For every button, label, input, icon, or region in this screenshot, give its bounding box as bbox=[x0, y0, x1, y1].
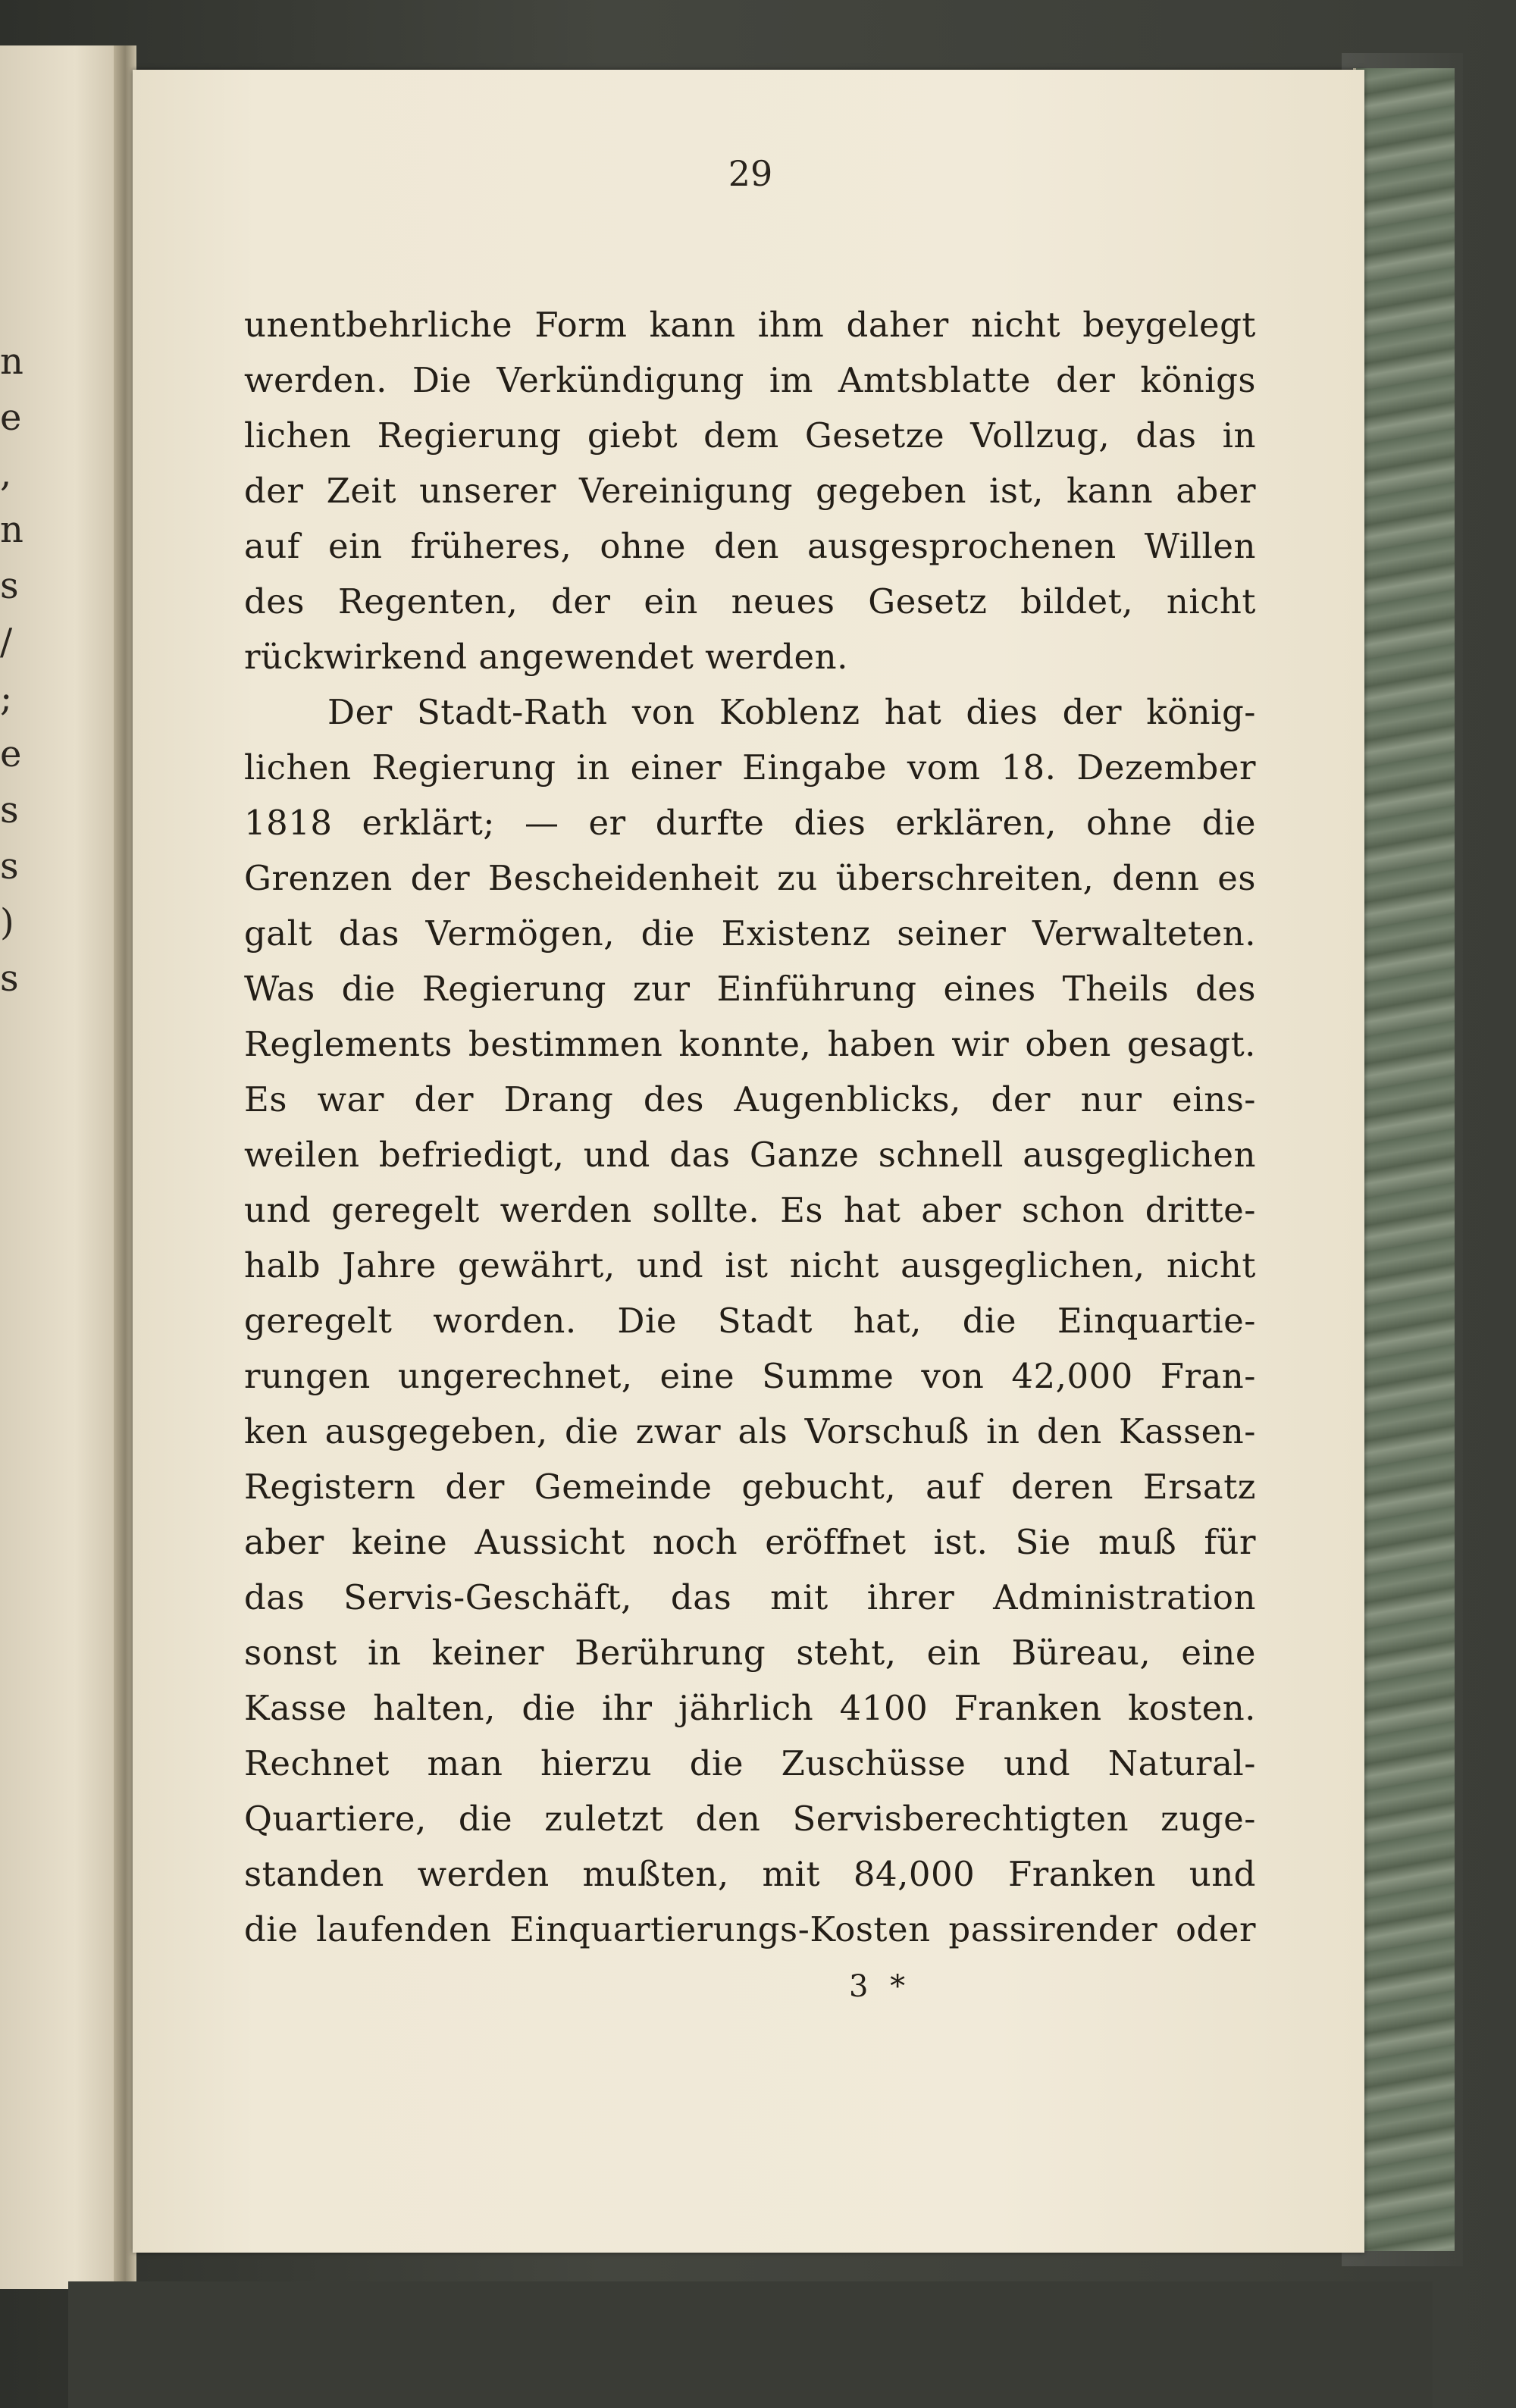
text-line: geregelt worden. Die Stadt hat, die Einquartie- bbox=[244, 1301, 1256, 1341]
scan-bottom-background bbox=[68, 2281, 1433, 2408]
text-line: weilen befriedigt, und das Ganze schnell ausgeglichen bbox=[244, 1135, 1256, 1175]
text-line: Reglements bestimmen konnte, haben wir oben gesagt. bbox=[244, 1024, 1256, 1064]
text-line: ken ausgegeben, die zwar als Vorschuß in den Kassen- bbox=[244, 1411, 1256, 1451]
fragment: ) bbox=[0, 901, 14, 944]
fragment: s bbox=[0, 565, 19, 607]
text-line: Der Stadt-Rath von Koblenz hat dies der könig- bbox=[327, 692, 1256, 732]
text-line: Was die Regierung zur Einführung eines Theils des bbox=[244, 969, 1256, 1009]
text-line: Rechnet man hierzu die Zuschüsse und Natural- bbox=[244, 1743, 1256, 1783]
text-line: rückwirkend angewendet werden. bbox=[244, 637, 848, 677]
text-line: Es war der Drang des Augenblicks, der nur eins- bbox=[244, 1079, 1256, 1119]
text-line: 1818 erklärt; — er durfte dies erklären, ohne die bbox=[244, 803, 1256, 843]
text-line: das Servis-Geschäft, das mit ihrer Administration bbox=[244, 1577, 1256, 1617]
page-number: 29 bbox=[728, 153, 773, 194]
text-line: lichen Regierung in einer Eingabe vom 18. Dezember bbox=[244, 747, 1256, 788]
facing-page bbox=[0, 45, 125, 2289]
text-line: des Regenten, der ein neues Gesetz bildet, nicht bbox=[244, 581, 1256, 622]
text-line: lichen Regierung giebt dem Gesetze Vollzug, das in bbox=[244, 415, 1256, 456]
signature-mark: 3 * bbox=[849, 1969, 912, 2004]
text-line: Kasse halten, die ihr jährlich 4100 Franken kosten. bbox=[244, 1688, 1256, 1728]
fragment: s bbox=[0, 789, 19, 831]
book-cover-edge bbox=[1353, 68, 1455, 2251]
text-line: standen werden mußten, mit 84,000 Franken und bbox=[244, 1854, 1256, 1894]
text-line: und geregelt werden sollte. Es hat aber schon dritte- bbox=[244, 1190, 1256, 1230]
text-line: werden. Die Verkündigung im Amtsblatte der königs bbox=[244, 360, 1256, 400]
text-line: der Zeit unserer Vereinigung gegeben ist, kann aber bbox=[244, 471, 1256, 511]
text-line: halb Jahre gewährt, und ist nicht ausgeglichen, nicht bbox=[244, 1245, 1256, 1285]
text-line: rungen ungerechnet, eine Summe von 42,000 Fran- bbox=[244, 1356, 1256, 1396]
text-line: Registern der Gemeinde gebucht, auf deren Ersatz bbox=[244, 1467, 1256, 1507]
text-line: galt das Vermögen, die Existenz seiner Verwalteten. bbox=[244, 913, 1256, 953]
fragment: / bbox=[0, 621, 13, 663]
fragment: s bbox=[0, 845, 19, 888]
text-line: Grenzen der Bescheidenheit zu überschreiten, denn es bbox=[244, 858, 1256, 898]
fragment: , bbox=[0, 452, 12, 495]
fragment: e bbox=[0, 396, 22, 439]
text-line: die laufenden Einquartierungs-Kosten passirender oder bbox=[244, 1909, 1256, 1949]
text-line: Quartiere, die zuletzt den Servisberechtigten zuge- bbox=[244, 1799, 1256, 1839]
fragment: n bbox=[0, 509, 23, 551]
text-line: sonst in keiner Berührung steht, ein Büreau, eine bbox=[244, 1633, 1256, 1673]
fragment: e bbox=[0, 733, 22, 775]
facing-page-fragments bbox=[0, 333, 30, 1007]
text-line: unentbehrliche Form kann ihm daher nicht beygelegt bbox=[244, 305, 1256, 345]
fragment: n bbox=[0, 340, 23, 383]
fragment: ; bbox=[0, 677, 13, 719]
body-text bbox=[244, 297, 1256, 1957]
text-line: auf ein früheres, ohne den ausgesprochenen Willen bbox=[244, 526, 1256, 566]
text-line: aber keine Aussicht noch eröffnet ist. Sie muß für bbox=[244, 1522, 1256, 1562]
fragment: s bbox=[0, 957, 19, 1000]
